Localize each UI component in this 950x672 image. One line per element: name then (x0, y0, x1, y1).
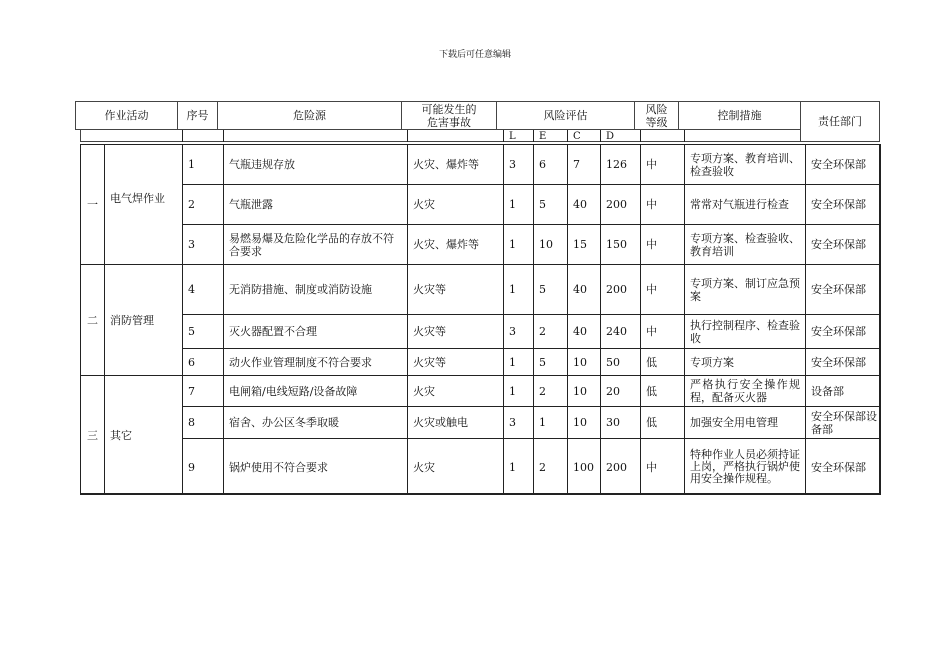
row-C: 40 (573, 283, 587, 296)
row-C: 100 (573, 460, 594, 474)
row-hazard: 气瓶泄露 (229, 198, 273, 211)
row-C: 10 (573, 355, 587, 369)
row-E: 6 (539, 158, 546, 171)
row-C: 40 (573, 198, 587, 211)
row-dept: 安全环保部 (811, 238, 866, 251)
row-control: 常常对气瓶进行检查 (690, 198, 789, 211)
row-control: 专项方案 (690, 355, 734, 369)
row-level: 低 (646, 416, 657, 429)
row-D: 200 (606, 460, 627, 474)
row-C: 15 (573, 238, 587, 251)
header-accident: 可能发生的危害事故 (401, 101, 497, 130)
subheader-divider (684, 130, 685, 142)
row-no: 9 (188, 460, 195, 474)
row-control: 特种作业人员必须持证上岗，严格执行锅炉使用安全操作规程。 (690, 448, 800, 485)
row-no: 7 (188, 384, 195, 398)
row-accident: 火灾等 (413, 355, 446, 369)
row-E: 5 (539, 283, 546, 296)
group-name: 其它 (110, 429, 132, 442)
row-accident: 火灾、爆炸等 (413, 238, 479, 251)
row-E: 5 (539, 198, 546, 211)
row-accident: 火灾 (413, 384, 435, 398)
row-L: 1 (509, 198, 516, 211)
row-E: 2 (539, 325, 546, 338)
row-hazard: 无消防措施、制度或消防设施 (229, 283, 372, 296)
row-L: 3 (509, 416, 516, 429)
row-no: 2 (188, 198, 195, 211)
row-D: 150 (606, 238, 627, 251)
row-accident: 火灾等 (413, 325, 446, 338)
row-hazard: 动火作业管理制度不符合要求 (229, 355, 372, 369)
row-L: 3 (509, 158, 516, 171)
row-E: 5 (539, 355, 546, 369)
row-level: 低 (646, 355, 657, 369)
row-level: 中 (646, 325, 657, 338)
row-control: 专项方案、制订应急预案 (690, 276, 800, 303)
row-accident: 火灾等 (413, 283, 446, 296)
row-no: 4 (188, 283, 195, 296)
row-C: 10 (573, 384, 587, 398)
row-hazard: 灭火器配置不合理 (229, 325, 317, 338)
row-level: 中 (646, 238, 657, 251)
row-D: 126 (606, 158, 627, 171)
row-E: 10 (539, 238, 553, 251)
row-hazard: 锅炉使用不符合要求 (229, 460, 328, 474)
row-control: 专项方案、检查验收、教育培训 (690, 231, 800, 258)
row-E: 2 (539, 460, 546, 474)
row-level: 低 (646, 384, 657, 398)
row-L: 1 (509, 460, 516, 474)
subheader-row (80, 130, 801, 142)
row-level: 中 (646, 283, 657, 296)
row-dept: 安全环保部 (811, 198, 866, 211)
row-L: 1 (509, 355, 516, 369)
row-C: 40 (573, 325, 587, 338)
header-control: 控制措施 (678, 101, 801, 130)
row-D: 240 (606, 325, 627, 338)
row-no: 8 (188, 416, 195, 429)
row-dept: 设备部 (811, 384, 844, 398)
group-num: 一 (87, 198, 98, 211)
row-hazard: 气瓶违规存放 (229, 158, 295, 171)
row-dept: 安全环保部 (811, 460, 866, 474)
group-name: 消防管理 (110, 313, 154, 327)
row-control: 执行控制程序、检查验收 (690, 318, 800, 345)
subheader-C: C (573, 130, 581, 142)
row-dept: 安全环保部 (811, 325, 866, 338)
subheader-divider (407, 130, 408, 142)
subheader-divider (182, 130, 183, 142)
row-C: 10 (573, 416, 587, 429)
row-dept: 安全环保部 (811, 355, 866, 369)
row-C: 7 (573, 158, 580, 171)
header-risk-eval: 风险评估 (496, 101, 635, 130)
row-level: 中 (646, 198, 657, 211)
row-D: 200 (606, 283, 627, 296)
header-hazard: 危险源 (217, 101, 402, 130)
row-L: 1 (509, 384, 516, 398)
row-dept: 安全环保部设备部 (811, 409, 877, 436)
header-risk-level: 风险等级 (634, 101, 679, 130)
subheader-divider (223, 130, 224, 142)
group-num: 二 (87, 313, 98, 327)
top-note: 下载后可任意编辑 (438, 50, 511, 60)
row-control: 专项方案、教育培训、检查验收 (690, 151, 800, 178)
header-dept: 责任部门 (800, 101, 880, 142)
row-hazard: 易燃易爆及危险化学品的存放不符合要求 (229, 231, 394, 258)
row-level: 中 (646, 460, 657, 474)
row-no: 3 (188, 238, 195, 251)
row-accident: 火灾 (413, 460, 435, 474)
row-E: 2 (539, 384, 546, 398)
row-accident: 火灾、爆炸等 (413, 158, 479, 171)
row-E: 1 (539, 416, 546, 429)
row-L: 3 (509, 325, 516, 338)
group-num: 三 (87, 429, 98, 442)
row-accident: 火灾或触电 (413, 416, 468, 429)
row-no: 1 (188, 158, 195, 171)
header-no: 序号 (177, 101, 218, 130)
row-no: 6 (188, 355, 195, 369)
row-control: 加强安全用电管理 (690, 416, 778, 429)
row-L: 1 (509, 238, 516, 251)
group-name: 电气焊作业 (110, 192, 165, 205)
row-dept: 安全环保部 (811, 158, 866, 171)
row-accident: 火灾 (413, 198, 435, 211)
row-L: 1 (509, 283, 516, 296)
header-activity: 作业活动 (75, 101, 178, 130)
row-no: 5 (188, 325, 195, 338)
row-dept: 安全环保部 (811, 283, 866, 296)
subheader-L: L (509, 130, 516, 142)
row-control: 严格执行安全操作规程，配备灭火器 (690, 378, 800, 404)
row-D: 50 (606, 355, 620, 369)
row-D: 200 (606, 198, 627, 211)
subheader-E: E (539, 130, 547, 142)
row-D: 30 (606, 416, 620, 429)
row-level: 中 (646, 158, 657, 171)
row-hazard: 电闸箱/电线短路/设备故障 (229, 384, 358, 398)
subheader-divider (640, 130, 641, 142)
row-hazard: 宿舍、办公区冬季取暖 (229, 416, 339, 429)
row-D: 20 (606, 384, 620, 398)
subheader-D: D (606, 130, 615, 142)
